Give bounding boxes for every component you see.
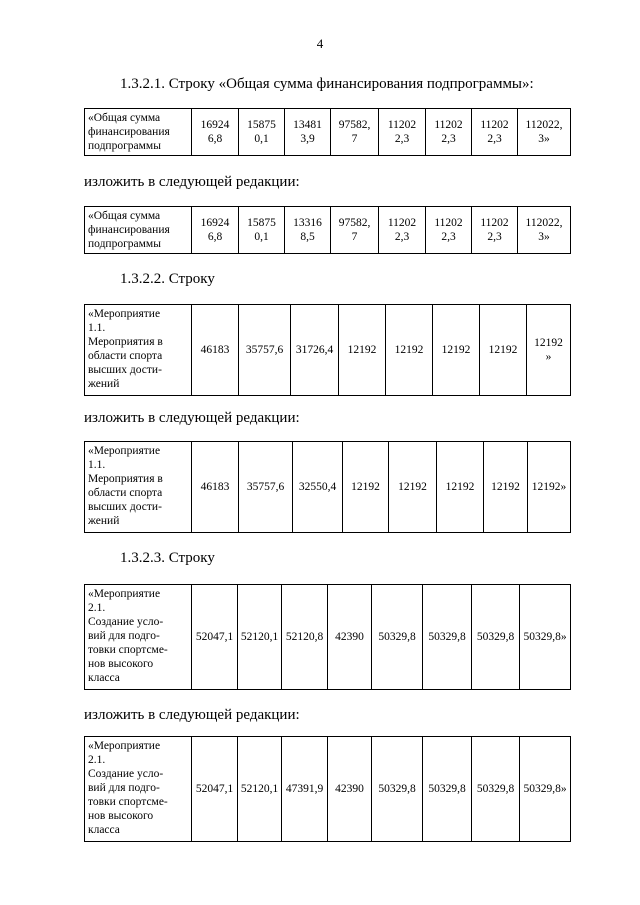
table-cell: 50329,8» [520, 737, 571, 842]
table-cell: 112022, 3» [518, 207, 571, 254]
table-cell: 97582, 7 [331, 207, 379, 254]
table-cell: 50329,8» [520, 585, 571, 690]
row-label: «Мероприятие 2.1. Создание усло- вий для подго- товки спортсме- нов высокого класса [85, 737, 192, 842]
row-label: «Мероприятие 1.1. Мероприятия в области спорта высших дости- жений [85, 442, 192, 533]
table-cell: 46183 [192, 305, 239, 396]
table-cell: 13481 3,9 [285, 109, 331, 156]
table-cell: 42390 [328, 585, 372, 690]
table-cell: 42390 [328, 737, 372, 842]
table-cell: 11202 2,3 [379, 207, 426, 254]
table-cell: 11202 2,3 [472, 109, 518, 156]
table-cell: 32550,4 [293, 442, 343, 533]
table-cell: 50329,8 [472, 585, 520, 690]
row-label: «Общая сумма финансирования подпрограммы [85, 207, 192, 254]
page-number: 4 [316, 36, 324, 51]
table-cell: 35757,6 [239, 305, 291, 396]
row-label: «Мероприятие 2.1. Создание усло- вий для подго- товки спортсме- нов высокого класса [85, 585, 192, 690]
table-row [85, 305, 571, 396]
table-cell: 52120,1 [238, 737, 282, 842]
replace-instruction: изложить в следующей редакции: [84, 410, 300, 426]
row-label: «Общая сумма финансирования подпрограммы [85, 109, 192, 156]
table-cell: 97582, 7 [331, 109, 379, 156]
table-cell: 12192 [433, 305, 480, 396]
measure-2-1-table-original [84, 584, 571, 690]
table-cell: 112022, 3» [518, 109, 571, 156]
row-label: «Мероприятие 1.1. Мероприятия в области спорта высших дости- жений [85, 305, 192, 396]
table-cell: 15875 0,1 [239, 109, 285, 156]
table-cell: 12192 [386, 305, 433, 396]
table-cell: 35757,6 [239, 442, 293, 533]
table-cell: 52120,8 [282, 585, 328, 690]
table-cell: 11202 2,3 [426, 109, 472, 156]
table-cell: 11202 2,3 [426, 207, 472, 254]
table-cell: 15875 0,1 [239, 207, 285, 254]
measure-2-1-table-new [84, 736, 571, 842]
table-cell: 16924 6,8 [192, 207, 239, 254]
funding-table-new [84, 206, 571, 254]
table-cell: 47391,9 [282, 737, 328, 842]
table-cell: 50329,8 [372, 737, 423, 842]
table-cell: 50329,8 [372, 585, 423, 690]
section-heading: 1.3.2.1. Строку «Общая сумма финансирования подпрограммы»: [120, 76, 534, 92]
table-cell: 12192 [389, 442, 437, 533]
table-row [85, 737, 571, 842]
table-row [85, 207, 571, 254]
table-cell: 52047,1 [192, 737, 238, 842]
table-row [85, 585, 571, 690]
table-cell: 11202 2,3 [472, 207, 518, 254]
table-cell: 16924 6,8 [192, 109, 239, 156]
table-cell: 52120,1 [238, 585, 282, 690]
table-cell: 12192 » [527, 305, 571, 396]
table-cell: 12192 [343, 442, 389, 533]
table-cell: 52047,1 [192, 585, 238, 690]
table-row [85, 442, 571, 533]
table-cell: 31726,4 [291, 305, 339, 396]
table-row [85, 109, 571, 156]
replace-instruction: изложить в следующей редакции: [84, 174, 300, 190]
funding-table-original [84, 108, 571, 156]
section-heading: 1.3.2.3. Строку [120, 550, 215, 566]
table-cell: 11202 2,3 [379, 109, 426, 156]
measure-1-1-table-new [84, 441, 571, 533]
replace-instruction: изложить в следующей редакции: [84, 707, 300, 723]
table-cell: 13316 8,5 [285, 207, 331, 254]
table-cell: 46183 [192, 442, 239, 533]
section-heading: 1.3.2.2. Строку [120, 271, 215, 287]
table-cell: 12192 [437, 442, 484, 533]
table-cell: 12192 [480, 305, 527, 396]
measure-1-1-table-original [84, 304, 571, 396]
table-cell: 50329,8 [423, 585, 472, 690]
table-cell: 50329,8 [472, 737, 520, 842]
table-cell: 12192 [484, 442, 528, 533]
table-cell: 50329,8 [423, 737, 472, 842]
table-cell: 12192» [528, 442, 571, 533]
table-cell: 12192 [339, 305, 386, 396]
